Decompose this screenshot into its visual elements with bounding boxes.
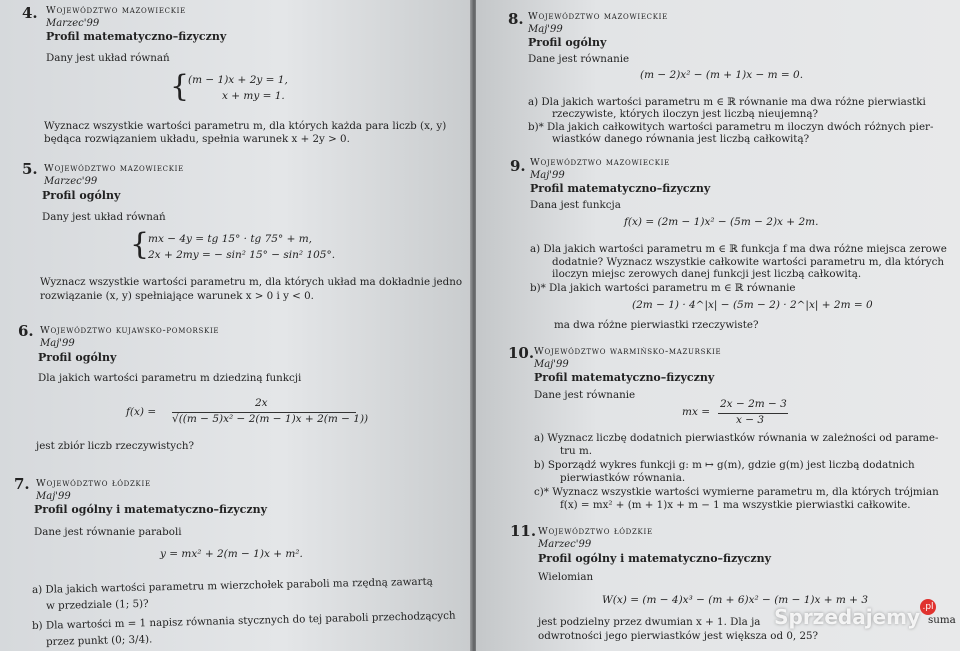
subtask-a-line-2: rzeczywiste, których iloczyn jest liczbą nieujemną?	[552, 108, 819, 120]
subtask-a-line-1: a) Dla jakich wartości parametru m ∈ ℝ równanie ma dwa różne pierwiastki	[528, 96, 926, 108]
problem-intro: Dana jest funkcja	[530, 199, 621, 211]
problem-profile: Profil ogólny	[38, 351, 117, 364]
watermark-logo: Sprzedajemy	[774, 605, 920, 629]
system-brace: {	[170, 69, 190, 104]
subtask-b-line-1: b)* Dla jakich całkowitych wartości parametru m iloczyn dwóch różnych pier-	[528, 121, 934, 133]
problem-intro: Dane jest równanie paraboli	[34, 526, 182, 538]
problem-intro: Dane jest równanie	[534, 389, 636, 401]
problem-profile: Profil ogólny	[42, 189, 121, 202]
subtask-a-line-2: dodatnie? Wyznacz wszystkie całkowite wartości parametru m, dla których	[552, 256, 945, 268]
problem-region: Województwo mazowieckie	[44, 163, 184, 174]
subtask-a-line-1: a) Dla jakich wartości parametru m ∈ ℝ funkcja f ma dwa różne miejsca zerowe	[530, 243, 947, 255]
problem-number: 8.	[508, 10, 524, 28]
problem-profile: Profil ogólny i matematyczno–fizyczny	[34, 503, 268, 516]
equation-lhs: mx =	[682, 406, 711, 418]
problem-number: 10.	[508, 344, 535, 362]
task-line-1: Wyznacz wszystkie wartości parametru m, dla których każda para liczb (x, y)	[44, 120, 447, 132]
problem-number: 9.	[510, 157, 526, 175]
problem-region: Województwo kujawsko-pomorskie	[40, 325, 220, 336]
polynomial-equation: W(x) = (m − 4)x³ − (m + 6)x² − (m − 1)x + m + 3	[602, 594, 869, 606]
subtask-b-line-2: pierwiastków równania.	[560, 472, 686, 484]
problem-profile: Profil ogólny	[528, 36, 607, 49]
problem-profile: Profil matematyczno–fizyczny	[530, 182, 711, 195]
task-line-1: Wyznacz wszystkie wartości parametru m, dla których układ ma dokładnie jedno	[40, 276, 463, 288]
fraction-denominator: √((m − 5)x² − 2(m − 1)x + 2(m − 1))	[172, 413, 369, 425]
equation-line-1: mx − 4y = tg 15° · tg 75° + m,	[148, 233, 312, 245]
problem-region: Województwo mazowieckie	[530, 157, 670, 168]
problem-date: Marzec'99	[538, 539, 592, 550]
fraction-denominator: x − 3	[736, 414, 765, 426]
problem-profile: Profil matematyczno–fizyczny	[46, 30, 227, 43]
problem-region: Województwo mazowieckie	[46, 5, 186, 16]
subtask-b-line-2: ma dwa różne pierwiastki rzeczywiste?	[554, 319, 759, 331]
parabola-equation: y = mx² + 2(m − 1)x + m².	[160, 548, 303, 560]
equation-line-2: x + my = 1.	[222, 90, 285, 102]
watermark-badge: .pl	[920, 599, 936, 615]
problem-date: Marzec'99	[46, 18, 100, 29]
problem-intro: Wielomian	[538, 571, 594, 583]
subtask-a-line-2: tru m.	[560, 445, 593, 457]
problem-profile: Profil matematyczno–fizyczny	[534, 371, 715, 384]
text-line-1: jest podzielny przez dwumian x + 1. Dla ja	[538, 616, 761, 628]
problem-date: Maj'99	[36, 491, 71, 502]
left-page	[0, 0, 472, 651]
subtask-b-line-1: b) Dla wartości m = 1 napisz równania stycznych do tej paraboli przechodzących	[31, 609, 456, 632]
problem-profile: Profil ogólny i matematyczno–fizyczny	[538, 552, 772, 565]
problem-region: Województwo warmińsko-mazurskie	[534, 346, 722, 357]
function-equation: f(x) = (2m − 1)x² − (5m − 2)x + 2m.	[624, 216, 819, 228]
subtask-c-line-2: f(x) = mx² + (m + 1)x + m − 1 ma wszystkie pierwiastki całkowite.	[560, 499, 911, 511]
equation-line-1: (m − 1)x + 2y = 1,	[188, 74, 288, 86]
right-page	[476, 0, 960, 651]
task-line-2: będąca rozwiązaniem układu, spełnia warunek x + 2y > 0.	[44, 133, 350, 145]
problem-date: Marzec'99	[44, 176, 98, 187]
subtask-b-line-1: b)* Dla jakich wartości parametru m ∈ ℝ równanie	[530, 282, 796, 294]
problem-outro: jest zbiór liczb rzeczywistych?	[36, 440, 195, 452]
equation-line-2: 2x + 2my = − sin² 15° − sin² 105°.	[148, 249, 336, 261]
problem-region: Województwo łódzkie	[538, 526, 653, 537]
equation: (m − 2)x² − (m + 1)x − m = 0.	[640, 69, 804, 81]
fraction-numerator: 2x	[255, 397, 268, 409]
problem-region: Województwo łódzkie	[36, 478, 151, 489]
subtask-b-line-1: b) Sporządź wykres funkcji g: m ↦ g(m), gdzie g(m) jest liczbą dodatnich	[534, 459, 915, 471]
problem-intro: Dane jest równanie	[528, 53, 630, 65]
problem-number: 11.	[510, 522, 537, 540]
subtask-a-line-3: iloczyn miejsc zerowych danej funkcji jest liczbą całkowitą.	[552, 268, 862, 280]
problem-number: 6.	[18, 322, 34, 340]
problem-number: 5.	[22, 160, 38, 178]
problem-intro: Dany jest układ równań	[46, 52, 170, 64]
problem-region: Województwo mazowieckie	[528, 11, 668, 22]
problem-intro: Dla jakich wartości parametru m dziedziną funkcji	[38, 372, 302, 384]
text-line-2: odwrotności jego pierwiastków jest większa od 0, 25?	[538, 630, 819, 642]
problem-date: Maj'99	[40, 338, 75, 349]
subtask-b-line-2: przez punkt (0; 3/4).	[45, 633, 153, 648]
problem-date: Maj'99	[530, 170, 565, 181]
subtask-b-equation: (2m − 1) · 4^|x| − (5m − 2) · 2^|x| + 2m = 0	[632, 299, 873, 311]
problem-date: Maj'99	[534, 359, 569, 370]
subtask-a-line-2: w przedziale (1; 5)?	[45, 597, 149, 612]
function-lhs: f(x) =	[126, 406, 157, 418]
problem-number: 7.	[14, 475, 30, 493]
subtask-b-line-2: wiastków danego równania jest liczbą całkowitą?	[552, 133, 810, 145]
subtask-a-line-1: a) Dla jakich wartości parametru m wierzchołek paraboli ma rzędną zawartą	[31, 575, 433, 596]
system-brace: {	[130, 227, 150, 262]
subtask-c-line-1: c)* Wyznacz wszystkie wartości wymierne parametru m, dla których trójmian	[534, 486, 939, 498]
subtask-a-line-1: a) Wyznacz liczbę dodatnich pierwiastków równania w zależności od parame-	[534, 432, 939, 444]
problem-intro: Dany jest układ równań	[42, 211, 166, 223]
text-line-1-end: suma	[928, 614, 956, 626]
fraction-numerator: 2x − 2m − 3	[720, 398, 787, 410]
problem-number: 4.	[22, 4, 38, 22]
task-line-2: rozwiązanie (x, y) spełniające warunek x > 0 i y < 0.	[40, 290, 314, 302]
problem-date: Maj'99	[528, 24, 563, 35]
